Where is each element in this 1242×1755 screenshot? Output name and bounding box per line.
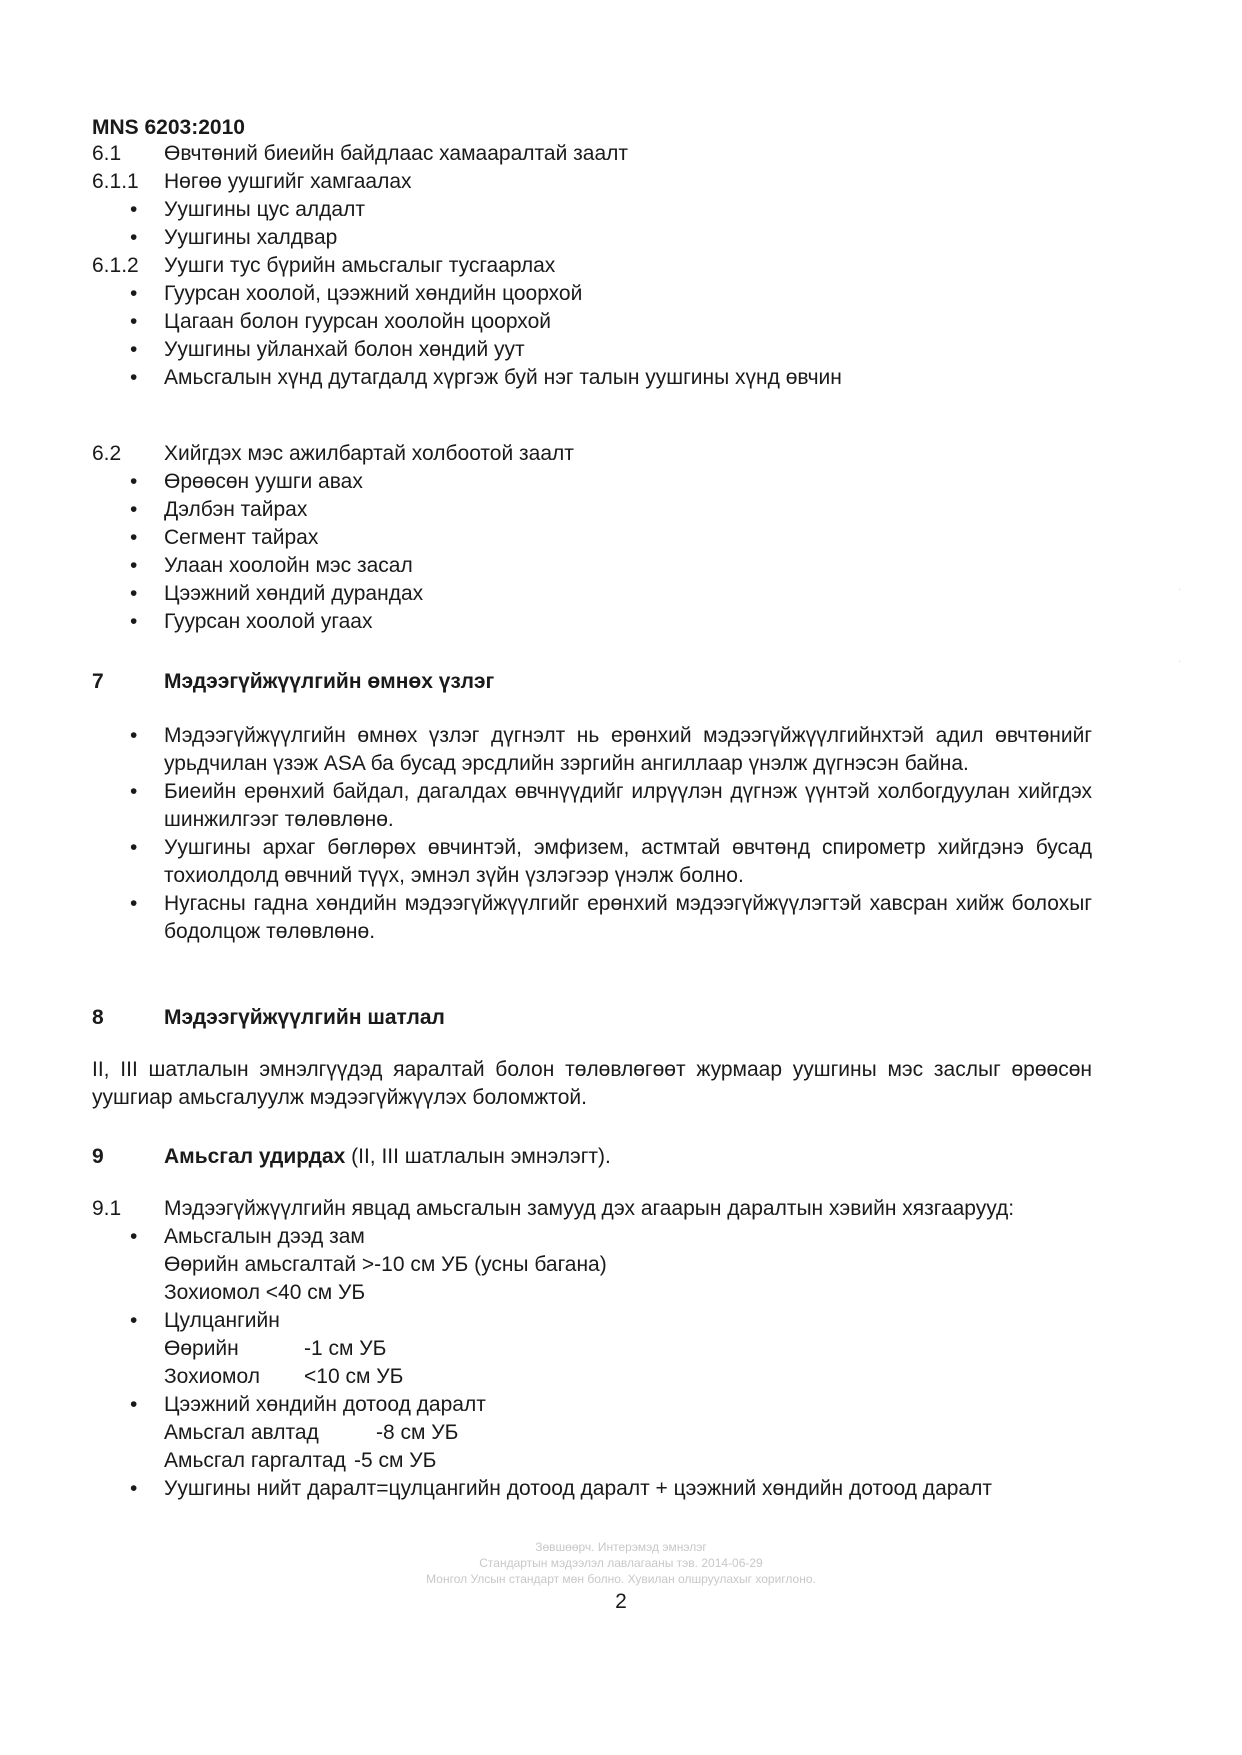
section-title-note: (II, III шатлалын эмнэлэгт).: [345, 1145, 611, 1168]
list-item: • Уушгины архаг бөглөрөх өвчинтэй, эмфизем, астмтай өвчтөнд спирометр хийгдэнэ бусад тохиолдолд өвчний түүх, эмнэл зүйн үзлэгээр үнэлж болно.: [92, 834, 1092, 890]
value: -5 см УБ: [354, 1449, 437, 1472]
value: -1 см УБ: [304, 1337, 387, 1360]
list-item-title: • Цулцангийн: [164, 1309, 280, 1332]
footer-stamp-line: Стандартын мэдээлэл лавлагааны тэв. 2014-06-29: [479, 1556, 763, 1570]
list-item: • Гуурсан хоолой, цээжний хөндийн цоорхой: [92, 280, 1092, 308]
section-6-2: [92, 440, 1092, 636]
value: -8 см УБ: [376, 1421, 459, 1444]
list-item-line: [164, 1335, 1092, 1363]
list-item: • Цагаан болон гуурсан хоолойн цоорхой: [92, 308, 1092, 336]
footer-stamp-line: Монгол Улсын стандарт мөн болно. Хувилан олшруулахыг хориглоно.: [426, 1572, 816, 1586]
section-number: 9.1: [92, 1197, 122, 1220]
list-item: • Биеийн ерөнхий байдал, дагалдах өвчнүүдийг илрүүлэн дүгнэж үүнтэй холбогдуулан хийгдэх шинжилгээг төлөвлөнө.: [92, 778, 1092, 834]
section-heading: [92, 1004, 1092, 1032]
paragraph-text: Мэдээгүйжүүлгийн явцад амьсгалын замууд дэх агаарын даралтын хэвийн хязгаарууд:: [164, 1197, 1015, 1220]
section-8: [92, 1004, 1092, 1112]
section-number: 8: [92, 1006, 104, 1029]
label: Зохиомол: [164, 1365, 260, 1388]
paragraph: II, III шатлалын эмнэлгүүдэд яаралтай болон төлөвлөгөөт журмаар уушгины мэс заслыг өрөөсөн уушгиар амьсгалуулж мэдээгүйжүүлэх боломжтой.: [92, 1058, 1092, 1109]
list-item: • Нугасны гадна хөндийн мэдээгүйжүүлгийг ерөнхий мэдээгүйжүүлэгтэй хавсран хийж болохыг бодолцож төлөвлөнө.: [92, 890, 1092, 946]
list-item: • Уушгины нийт даралт=цулцангийн дотоод даралт + цээжний хөндийн дотоод даралт: [92, 1475, 1092, 1503]
section-title: Амьсгал удирдах: [164, 1145, 346, 1168]
list-item: • Дэлбэн тайрах: [92, 496, 1092, 524]
footer-stamp-line: Зөвшөөрч. Интерэмэд эмнэлэг: [535, 1540, 707, 1554]
list-item: • Уушгины уйланхай болон хөндий уут: [92, 336, 1092, 364]
list-item: • Өрөөсөн уушги авах: [92, 468, 1092, 496]
list-item-line: Зохиомол <40 см УБ: [164, 1281, 366, 1304]
list-item: • Уушгины халдвар: [92, 224, 1092, 252]
section-number: 9: [92, 1145, 104, 1168]
subsection-number: 6.1.1: [92, 170, 139, 193]
list-item: • Мэдээгүйжүүлгийн өмнөх үзлэг дүгнэлт нь ерөнхий мэдээгүйжүүлгийнхтэй адил өвчтөнийг урьдчилан үзэж ASA ба бусад эрсдлийн зэргийн ангиллаар үнэлж дүгнэсэн байна.: [92, 722, 1092, 778]
section-9: [92, 1143, 1092, 1171]
section-number: 6.2: [92, 442, 122, 465]
list-item: • Улаан хоолойн мэс засал: [92, 552, 1092, 580]
section-heading: [92, 440, 1092, 468]
section-heading: [92, 668, 1092, 696]
list-item-line: Өөрийн амьсгалтай >-10 см УБ (усны багана): [164, 1253, 607, 1276]
subsection-heading: [92, 252, 1092, 280]
list-item-title: • Цээжний хөндийн дотоод даралт: [164, 1393, 486, 1416]
list-item-line: [164, 1363, 1092, 1391]
list-item: [92, 1307, 1092, 1391]
document-id: MNS 6203:2010: [92, 116, 245, 139]
section-heading: [92, 1143, 1092, 1171]
section-6-1: [92, 140, 1092, 392]
list-item: • Сегмент тайрах: [92, 524, 1092, 552]
list-item: • Цээжний хөндий дурандах: [92, 580, 1092, 608]
subsection-title: Уушги тус бүрийн амьсгалыг тусгаарлах: [164, 254, 556, 277]
list-item: • Амьсгалын хүнд дутагдалд хүргэж буй нэг талын уушгины хүнд өвчин: [92, 364, 1092, 392]
section-title: Мэдээгүйжүүлгийн шатлал: [164, 1006, 445, 1029]
label: Амьсгал авлтад: [164, 1421, 319, 1444]
list-item: • Уушгины цус алдалт: [92, 196, 1092, 224]
subsection-title: Нөгөө уушгийг хамгаалах: [164, 170, 412, 193]
subsection-heading: [92, 168, 1092, 196]
section-title: Мэдээгүйжүүлгийн өмнөх үзлэг: [164, 670, 495, 693]
section-heading: [92, 140, 1092, 168]
label: Өөрийн: [164, 1337, 239, 1360]
list-item-title: • Амьсгалын дээд зам: [164, 1225, 365, 1248]
section-number: 7: [92, 670, 104, 693]
section-title: Өвчтөний биеийн байдлаас хамааралтай заалт: [164, 142, 628, 165]
page-number: 2: [615, 1590, 627, 1613]
label: Амьсгал гаргалтад: [164, 1449, 346, 1472]
scan-mark: ·: [1178, 584, 1182, 595]
scan-mark: ·: [1178, 656, 1182, 667]
paragraph: [92, 1195, 1092, 1223]
list-item: • Гуурсан хоолой угаах: [92, 608, 1092, 636]
list-item-line: [164, 1419, 1092, 1447]
section-7: [92, 668, 1092, 946]
section-title: Хийгдэх мэс ажилбартай холбоотой заалт: [164, 442, 574, 465]
list-item-line: [164, 1447, 1092, 1475]
section-9-1: [92, 1195, 1092, 1503]
list-item: [92, 1391, 1092, 1475]
subsection-number: 6.1.2: [92, 254, 139, 277]
list-item: [92, 1223, 1092, 1307]
value: <10 см УБ: [304, 1365, 404, 1388]
section-number: 6.1: [92, 142, 122, 165]
